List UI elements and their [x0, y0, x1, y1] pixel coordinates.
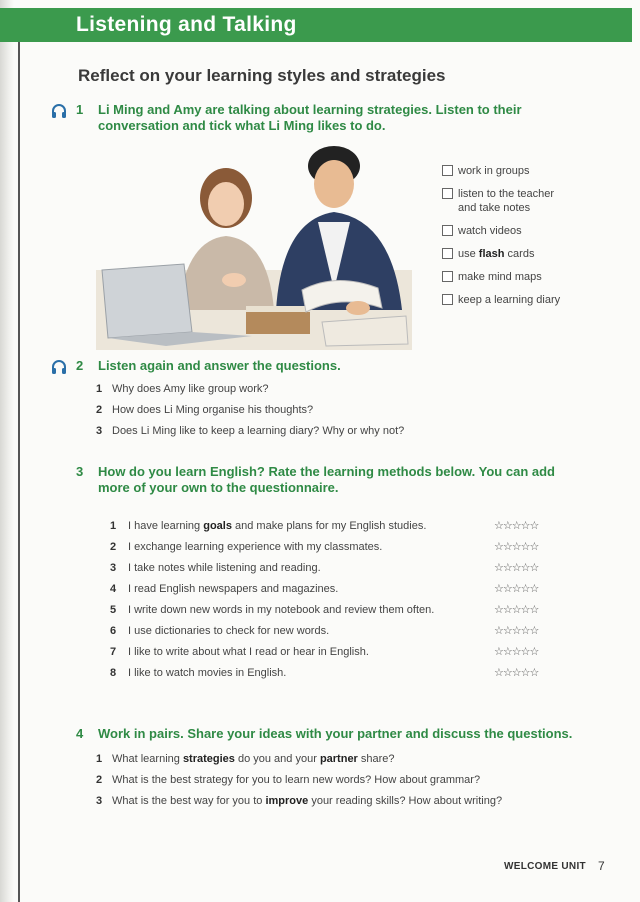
rating-number: 1	[110, 520, 117, 532]
star-rating[interactable]: ☆☆☆☆☆	[494, 667, 539, 679]
question-keyword: strategies	[182, 753, 235, 765]
headphones-icon	[50, 102, 68, 120]
task-3-instruction	[98, 464, 568, 496]
page-number: 7	[598, 859, 605, 873]
checklist-item-flash-cards[interactable]	[442, 247, 588, 261]
question-text: What is the best strategy for you to learn new words? How about grammar?	[112, 774, 481, 786]
task-1-instruction-line-2: conversation and tick what Li Ming likes to do.	[98, 118, 386, 133]
checklist-label: work in groups	[458, 165, 530, 177]
checklist-label-bold: flash	[478, 248, 505, 260]
rating-text-start: I have learning	[128, 520, 204, 532]
rating-number: 7	[110, 646, 117, 658]
students-photo	[96, 140, 412, 350]
checklist-label: use	[458, 248, 479, 260]
rating-text	[128, 516, 426, 537]
checklist-item-work-in-groups[interactable]	[442, 164, 588, 178]
question-text-part: share?	[357, 753, 395, 765]
star-rating[interactable]: ☆☆☆☆☆	[494, 562, 539, 574]
rating-row	[110, 558, 560, 579]
task-4-number: 4	[76, 726, 84, 741]
rating-text: I like to watch movies in English.	[128, 667, 287, 679]
task-2-number: 2	[76, 358, 84, 373]
question-number: 3	[96, 425, 103, 437]
rating-text-end: and make plans for my English studies.	[231, 520, 427, 532]
rating-row	[110, 537, 560, 558]
checkbox[interactable]	[442, 271, 453, 282]
rating-row	[110, 642, 560, 663]
rating-text: I take notes while listening and reading.	[128, 562, 321, 574]
rating-number: 4	[110, 583, 117, 595]
star-rating[interactable]: ☆☆☆☆☆	[494, 541, 539, 553]
checklist-label: make mind maps	[458, 271, 542, 283]
checklist-item-listen-to-teacher[interactable]	[442, 187, 588, 215]
question-keyword: partner	[319, 753, 358, 765]
star-rating[interactable]: ☆☆☆☆☆	[494, 583, 539, 595]
task-3-number: 3	[76, 464, 84, 479]
footer-unit-label: WELCOME UNIT	[504, 861, 586, 872]
rating-row	[110, 600, 560, 621]
task-1-instruction	[98, 102, 568, 134]
rating-text: I like to write about what I read or hear in English.	[128, 646, 369, 658]
task-1	[50, 102, 590, 136]
rating-row	[110, 516, 560, 537]
checklist-label: watch videos	[458, 225, 522, 237]
section-banner	[0, 8, 632, 42]
rating-text: I read English newspapers and magazines.	[128, 583, 339, 595]
checklist-label: keep a learning diary	[458, 294, 561, 306]
rating-text-bold: goals	[203, 520, 232, 532]
headphones-icon	[50, 358, 68, 376]
checklist-label-end: cards	[504, 248, 535, 260]
question-number: 1	[96, 753, 103, 765]
checkbox[interactable]	[442, 225, 453, 236]
question-number: 1	[96, 383, 103, 395]
rating-row	[110, 663, 560, 684]
rating-number: 5	[110, 604, 117, 616]
task-2-instruction: Listen again and answer the questions.	[98, 358, 341, 373]
star-rating[interactable]: ☆☆☆☆☆	[494, 625, 539, 637]
task-2	[50, 358, 590, 376]
star-rating[interactable]: ☆☆☆☆☆	[494, 520, 539, 532]
rating-number: 6	[110, 625, 117, 637]
rating-row	[110, 621, 560, 642]
checklist-item-learning-diary[interactable]	[442, 293, 588, 307]
rating-text: I use dictionaries to check for new words.	[128, 625, 330, 637]
rating-text: I write down new words in my notebook and review them often.	[128, 604, 435, 616]
question-text	[112, 749, 395, 770]
rating-number: 2	[110, 541, 117, 553]
task-3-instruction-line-2: more of your own to the questionnaire.	[98, 480, 339, 495]
question-text: Why does Amy like group work?	[112, 383, 269, 395]
task-1-checklist	[442, 164, 588, 316]
question-number: 3	[96, 795, 103, 807]
checkbox[interactable]	[442, 294, 453, 305]
banner-title: Listening and Talking	[76, 13, 297, 36]
question-number: 2	[96, 774, 103, 786]
question-text-part: your reading skills? How about writing?	[308, 795, 503, 807]
checklist-item-watch-videos[interactable]	[442, 224, 588, 238]
checkbox[interactable]	[442, 165, 453, 176]
question-text-part: What learning	[112, 753, 183, 765]
task-3-instruction-line-1: How do you learn English? Rate the learning methods below. You can add	[98, 464, 555, 479]
rating-questionnaire	[110, 516, 560, 684]
checkbox[interactable]	[442, 248, 453, 259]
question-text	[112, 791, 502, 812]
rating-text: I exchange learning experience with my classmates.	[128, 541, 383, 553]
section-title: Reflect on your learning styles and strategies	[78, 66, 446, 85]
question-text-part: What is the best way for you to	[112, 795, 266, 807]
question-text: Does Li Ming like to keep a learning diary? Why or why not?	[112, 425, 405, 437]
checklist-item-mind-maps[interactable]	[442, 270, 588, 284]
task-4-instruction: Work in pairs. Share your ideas with your partner and discuss the questions.	[98, 726, 573, 741]
rating-number: 3	[110, 562, 117, 574]
task-1-instruction-line-1: Li Ming and Amy are talking about learning strategies. Listen to their	[98, 102, 522, 117]
star-rating[interactable]: ☆☆☆☆☆	[494, 604, 539, 616]
task-4	[50, 726, 590, 744]
task-3	[50, 464, 590, 498]
question-text-part: do you and your	[234, 753, 320, 765]
page-spine-shadow	[0, 0, 14, 902]
rating-number: 8	[110, 667, 117, 679]
star-rating[interactable]: ☆☆☆☆☆	[494, 646, 539, 658]
question-text: How does Li Ming organise his thoughts?	[112, 404, 314, 416]
rating-row	[110, 579, 560, 600]
question-keyword: improve	[265, 795, 309, 807]
checklist-label-line-2: and take notes	[458, 202, 531, 214]
page-margin-line	[18, 40, 20, 902]
question-number: 2	[96, 404, 103, 416]
checklist-label: listen to the teacher	[458, 188, 555, 200]
task-1-number: 1	[76, 102, 84, 117]
checkbox[interactable]	[442, 188, 453, 199]
